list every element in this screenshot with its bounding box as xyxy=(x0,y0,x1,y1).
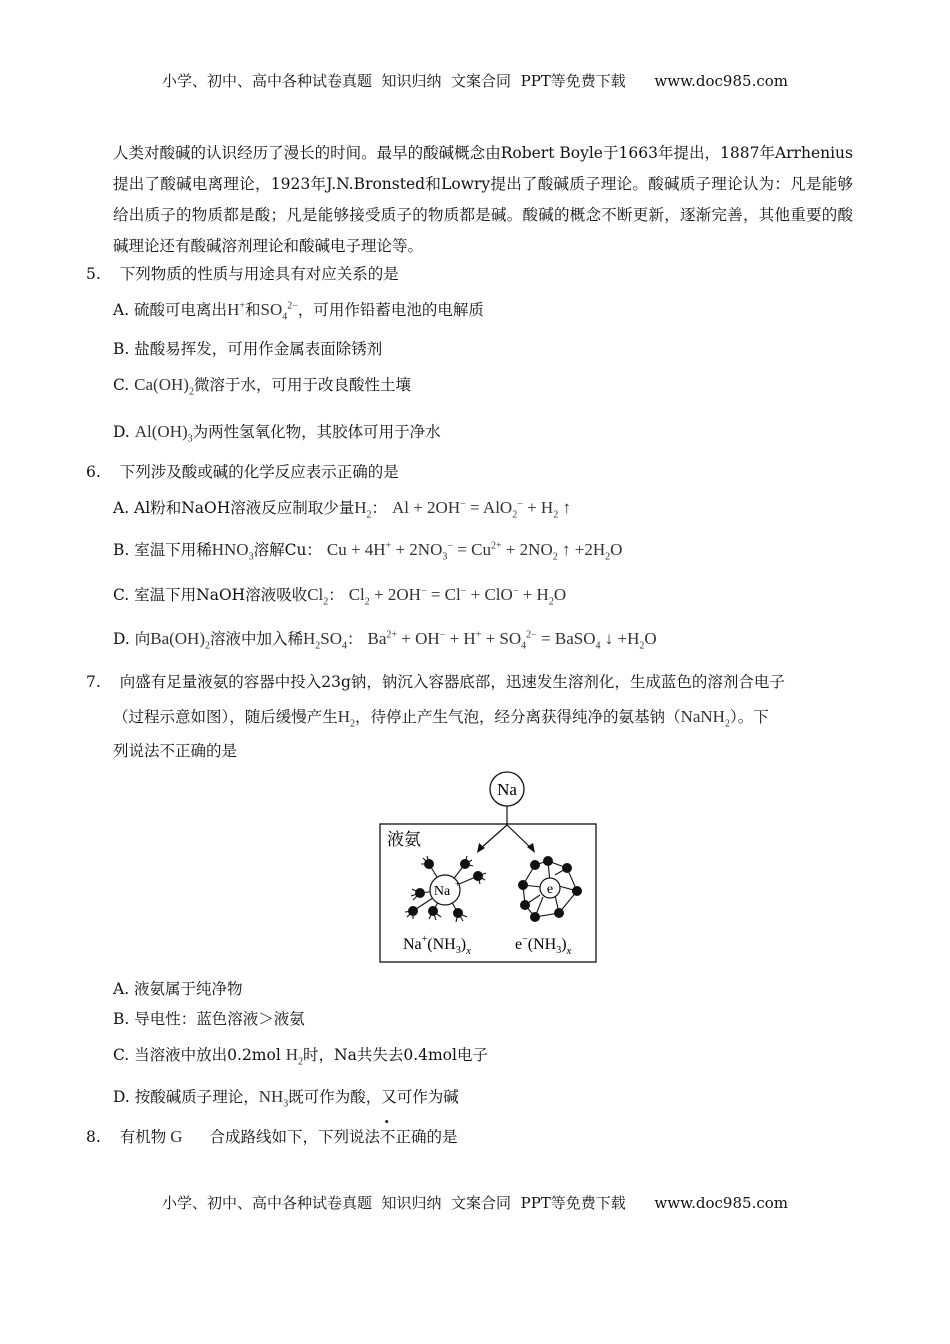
svg-text:+: + xyxy=(455,879,461,889)
formula-h-plus: H+ xyxy=(227,300,245,319)
q6-option-d: D. 向$Ba(OH)_2$溶液中加入稀$H_2SO_4$： $Ba^{2+} + OH^- + H^+ + SO_4^{2-}$ = BaSO$_4$ ↓ $+H_2O$ xyxy=(113,629,657,652)
solvation-diagram xyxy=(375,765,605,967)
electron-label: e xyxy=(546,882,554,897)
intro-paragraph: 人类对酸碱的认识经历了漫长的时间。最早的酸碱概念由Robert Boyle于1663年提出，1887年Arrhenius提出了酸碱电离理论，1923年J.N.Bronsted和Lowry提出了酸碱质子理论。酸碱质子理论认为：凡是能够给出质子的物质都是酸；凡是能够接受质子的物质都是碱。酸碱的概念不断更新，逐渐完善，其他重要的酸碱理论还有酸碱溶剂理论和酸碱电子理论等。 xyxy=(113,144,853,255)
svg-text:Na+(NH3)x: $Na^+(NH_3)_x$ xyxy=(403,934,471,957)
equation-c: $Cl_2 + 2OH^- = Cl^- + ClO^- + H_2O$ xyxy=(348,585,567,608)
q7-option-d: D. 按酸碱质子理论，$NH_3$既可作为酸，又可作为碱 xyxy=(113,1087,459,1110)
na-atom-label: Na xyxy=(497,780,517,799)
svg-text:e−(NH3)x: $e^-(NH_3)_x$ xyxy=(515,934,572,957)
equation-a: $Al + 2OH^- = AlO_2^- + H_2$ ↑ xyxy=(391,498,571,521)
q7-line3: 列说法不正确的是 xyxy=(113,742,238,760)
q7-line1: 向盛有足量液氨的容器中投入23g钠，钠沉入容器底部，迅速发生溶剂化，生成蓝色的溶剂合电子 xyxy=(119,673,785,691)
formula-sulfate: $SO_4^{2-}$ xyxy=(260,300,298,323)
formula-aloh3: $Al(OH)_3$ xyxy=(134,422,193,445)
q6-number: 6. xyxy=(86,463,101,481)
q5-option-a: A. 硫酸可电离出H+和$SO_4^{2-}$，可用作铅蓄电池的电解质 xyxy=(113,300,484,323)
q7-option-b: B. 导电性：蓝色溶液＞液氨 xyxy=(113,1010,305,1028)
q7-option-a: A. 液氨属于纯净物 xyxy=(113,980,243,998)
q5-option-c: C. $Ca(OH)_2$微溶于水，可用于改良酸性土壤 xyxy=(113,375,411,398)
equation-d: $Ba^{2+} + OH^- + H^+ + SO_4^{2-}$ = BaSO$_4$ ↓ $+H_2O$ xyxy=(367,629,657,652)
equation-b: $Cu + 4H^+ + 2NO_3^- = Cu^{2+} + 2NO_2$ ↑ $+2H_2O$ xyxy=(326,540,623,563)
page-footer: 小学、初中、高中各种试卷真题 知识归纳 文案合同 PPT等免费下载 www.doc985.com xyxy=(161,1194,788,1212)
q8-number: 8. xyxy=(86,1128,101,1146)
na-ion-cluster xyxy=(403,856,486,957)
q7-option-c: C. 当溶液中放出0.2mol $H_2$时，Na共失去0.4mol电子 xyxy=(113,1045,488,1068)
q6-option-b: B. 室温下用稀$HNO_3$溶解Cu： $Cu + 4H^+ + 2NO_3^- = Cu^{2+} + 2NO_2$ ↑ $+2H_2O$ xyxy=(113,540,623,563)
q6-option-c: C. 室温下用NaOH溶液吸收$Cl_2$： $Cl_2 + 2OH^- = Cl^- + ClO^- + H_2O$ xyxy=(113,585,567,608)
q5-option-d: D. $Al(OH)_3$为两性氢氧化物，其胶体可用于净水 xyxy=(113,422,441,445)
formula-caoh2: $Ca(OH)_2$ xyxy=(134,375,194,398)
question-8: 8. 有机物 G 合成路线如下，下列说法不正确的是 xyxy=(86,1127,458,1146)
q5-stem: 下列物质的性质与用途具有对应关系的是 xyxy=(119,265,399,283)
q5-number: 5. xyxy=(86,265,101,283)
q7-number: 7. xyxy=(86,673,101,691)
compound-g: G xyxy=(170,1127,183,1146)
box-label-liquid-ammonia: 液氨 xyxy=(387,830,421,849)
q6-stem: 下列涉及酸或碱的化学反应表示正确的是 xyxy=(119,463,399,481)
q5-option-b: B. 盐酸易挥发，可用作金属表面除锈剂 xyxy=(113,340,383,358)
page-header: 小学、初中、高中各种试卷真题 知识归纳 文案合同 PPT等免费下载 www.doc985.com xyxy=(161,72,788,90)
emphasis-dot-char: 不 xyxy=(379,1128,396,1146)
q7-line2: （过程示意如图），随后缓慢产生$H_2$，待停止产生气泡，经分离获得纯净的氨基钠（NaNH$_2$）。下 xyxy=(113,707,769,730)
q6-option-a: A. Al粉和NaOH溶液反应制取少量$H_2$： $Al + 2OH^- = AlO_2^- + H_2$ ↑ xyxy=(113,498,571,521)
svg-text:Na: Na xyxy=(433,884,451,899)
electron-cluster xyxy=(515,856,582,957)
